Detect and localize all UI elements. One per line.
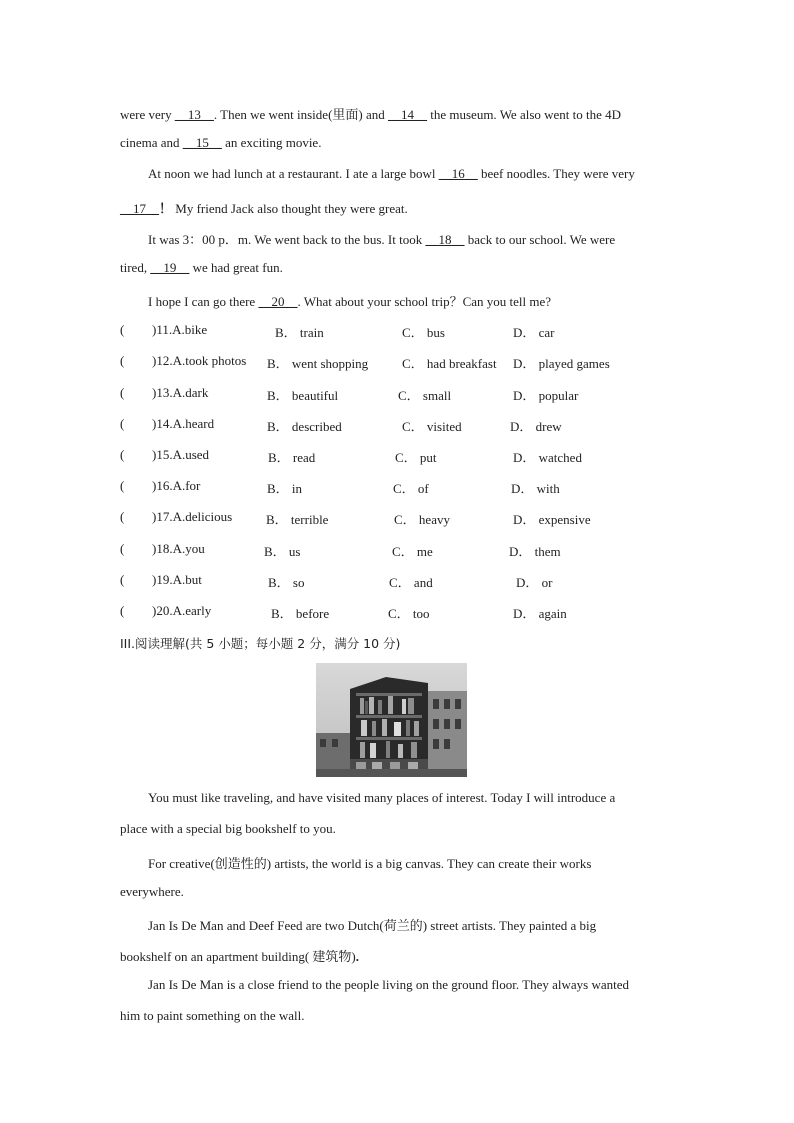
option-a: )16.A.for bbox=[152, 478, 201, 493]
passage-line: It was 3：00 p．m. We went back to the bus. It took __18__ back to our school. We were bbox=[148, 232, 616, 247]
passage-line: everywhere. bbox=[120, 884, 184, 899]
option-c: C． small bbox=[398, 388, 452, 403]
passage-line: place with a special big bookshelf to you. bbox=[120, 821, 336, 836]
option-d: D． played games bbox=[513, 356, 610, 371]
option-d: D． popular bbox=[513, 388, 579, 403]
option-c: C． me bbox=[392, 544, 433, 559]
passage-line: tired, __19__ we had great fun. bbox=[120, 260, 283, 275]
option-d: D． again bbox=[513, 606, 567, 621]
blank-20: __20__ bbox=[258, 294, 298, 309]
blank-17: __17__ bbox=[120, 201, 159, 216]
option-c: C． had breakfast bbox=[402, 356, 497, 371]
section-heading: III.阅读理解(共 5 小题；每小题 2 分，满分 10 分) bbox=[120, 636, 401, 651]
blank-19: __19__ bbox=[150, 260, 190, 275]
option-b: B． train bbox=[275, 325, 324, 340]
option-c: C． heavy bbox=[394, 512, 450, 527]
option-d: D． or bbox=[516, 575, 553, 590]
passage-line: Jan Is De Man and Deef Feed are two Dutch(荷兰的) street artists. They painted a big bbox=[148, 918, 597, 933]
option-c: C． too bbox=[388, 606, 430, 621]
option-a: )17.A.delicious bbox=[152, 509, 233, 524]
option-c: C． visited bbox=[402, 419, 462, 434]
option-c: C． put bbox=[395, 450, 437, 465]
blank-14: __14__ bbox=[388, 107, 427, 122]
passage-line: him to paint something on the wall. bbox=[120, 1008, 305, 1023]
option-d: D． with bbox=[511, 481, 560, 496]
option-b: B． terrible bbox=[266, 512, 329, 527]
passage-line: For creative(创造性的) artists, the world is a big canvas. They can create their works bbox=[148, 856, 592, 871]
passage-line: cinema and __15__ an exciting movie. bbox=[120, 135, 322, 150]
option-b: B． before bbox=[271, 606, 330, 621]
option-a: )14.A.heard bbox=[152, 416, 215, 431]
option-d: D． expensive bbox=[513, 512, 591, 527]
passage-line: At noon we had lunch at a restaurant. I ate a large bowl __16__ beef noodles. They were very bbox=[148, 166, 635, 181]
option-b: B． in bbox=[267, 481, 303, 496]
option-b: B． went shopping bbox=[267, 356, 369, 371]
passage-line: were very __13__. Then we went inside(里面) and __14__ the museum. We also went to the 4D bbox=[120, 107, 622, 122]
option-c: C． bus bbox=[402, 325, 445, 340]
option-b: B． described bbox=[267, 419, 342, 434]
option-a: )19.A.but bbox=[152, 572, 202, 587]
passage-line: I hope I can go there __20__. What about your school trip？Can you tell me? bbox=[148, 294, 552, 309]
blank-15: __15__ bbox=[182, 135, 222, 150]
option-d: D． them bbox=[509, 544, 561, 559]
option-b: B． us bbox=[264, 544, 301, 559]
passage-line: You must like traveling, and have visited many places of interest. Today I will introduce a bbox=[148, 790, 616, 805]
option-c: C． of bbox=[393, 481, 429, 496]
option-a: )18.A.you bbox=[152, 541, 205, 556]
option-d: D． car bbox=[513, 325, 555, 340]
blank-16: __16__ bbox=[438, 166, 478, 181]
blank-18: __18__ bbox=[425, 232, 465, 247]
blank-13: __13__ bbox=[174, 107, 214, 122]
option-d: D． drew bbox=[510, 419, 562, 434]
passage-line: Jan Is De Man is a close friend to the people living on the ground floor. They always wanted bbox=[148, 977, 630, 992]
option-a: )13.A.dark bbox=[152, 385, 209, 400]
option-a: )11.A.bike bbox=[152, 322, 208, 337]
option-b: B． read bbox=[268, 450, 316, 465]
option-a: )20.A.early bbox=[152, 603, 212, 618]
option-c: C． and bbox=[389, 575, 433, 590]
option-b: B． beautiful bbox=[267, 388, 339, 403]
passage-line: __17__！ My friend Jack also thought they were great. bbox=[120, 201, 408, 216]
option-a: )15.A.used bbox=[152, 447, 210, 462]
option-a: )12.A.took photos bbox=[152, 353, 247, 368]
option-d: D． watched bbox=[513, 450, 582, 465]
bookshelf-building-photo bbox=[316, 663, 467, 777]
option-b: B． so bbox=[268, 575, 305, 590]
passage-line: bookshelf on an apartment building( 建筑物). bbox=[120, 949, 360, 964]
